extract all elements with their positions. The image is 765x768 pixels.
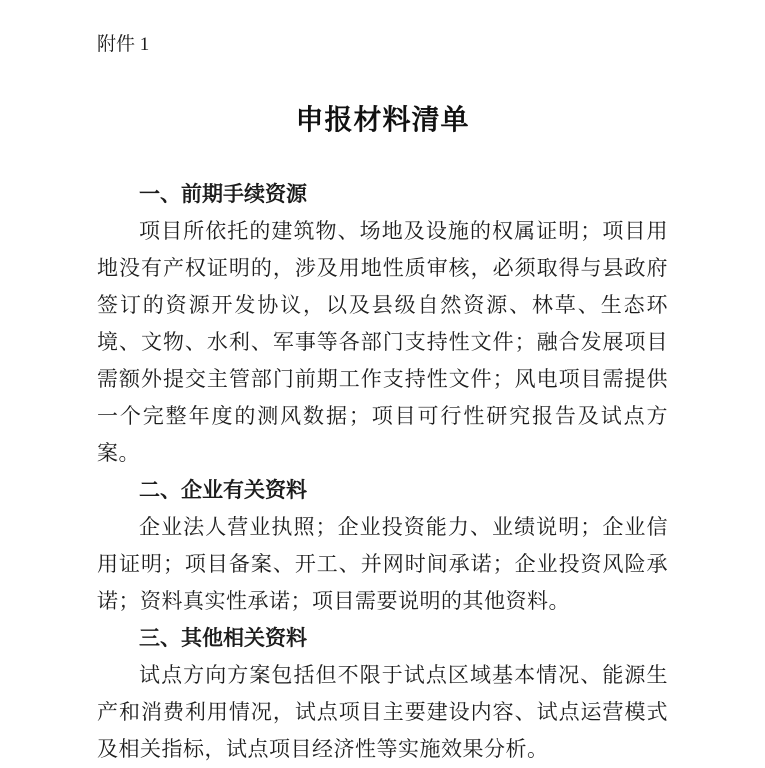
page-title: 申报材料清单 <box>295 105 470 136</box>
section-preliminary-procedures <box>97 176 668 472</box>
section-heading: 三、其他相关资料 <box>139 627 307 650</box>
section-other-materials <box>97 620 668 768</box>
attachment-label: 附件 1 <box>97 34 150 55</box>
section-heading: 一、前期手续资源 <box>139 183 307 206</box>
section-paragraph: 试点方向方案包括但不限于试点区域基本情况、能源生产和消费利用情况，试点项目主要建设内容、试点运营模式及相关指标，试点项目经济性等实施效果分析。 <box>97 663 668 761</box>
section-heading: 二、企业有关资料 <box>139 479 307 502</box>
document-body <box>97 176 668 768</box>
section-paragraph: 企业法人营业执照；企业投资能力、业绩说明；企业信用证明；项目备案、开工、并网时间承诺；企业投资风险承诺；资料真实性承诺；项目需要说明的其他资料。 <box>97 515 668 613</box>
section-paragraph: 项目所依托的建筑物、场地及设施的权属证明；项目用地没有产权证明的，涉及用地性质审核，必须取得与县政府签订的资源开发协议，以及县级自然资源、林草、生态环境、文物、水利、军事等各部门支持性文件；融合发展项目需额外提交主管部门前期工作支持性文件；风电项目需提供一个完整年度的测风数据；项目可行性研究报告及试点方案。 <box>97 219 668 465</box>
section-enterprise-materials <box>97 472 668 620</box>
